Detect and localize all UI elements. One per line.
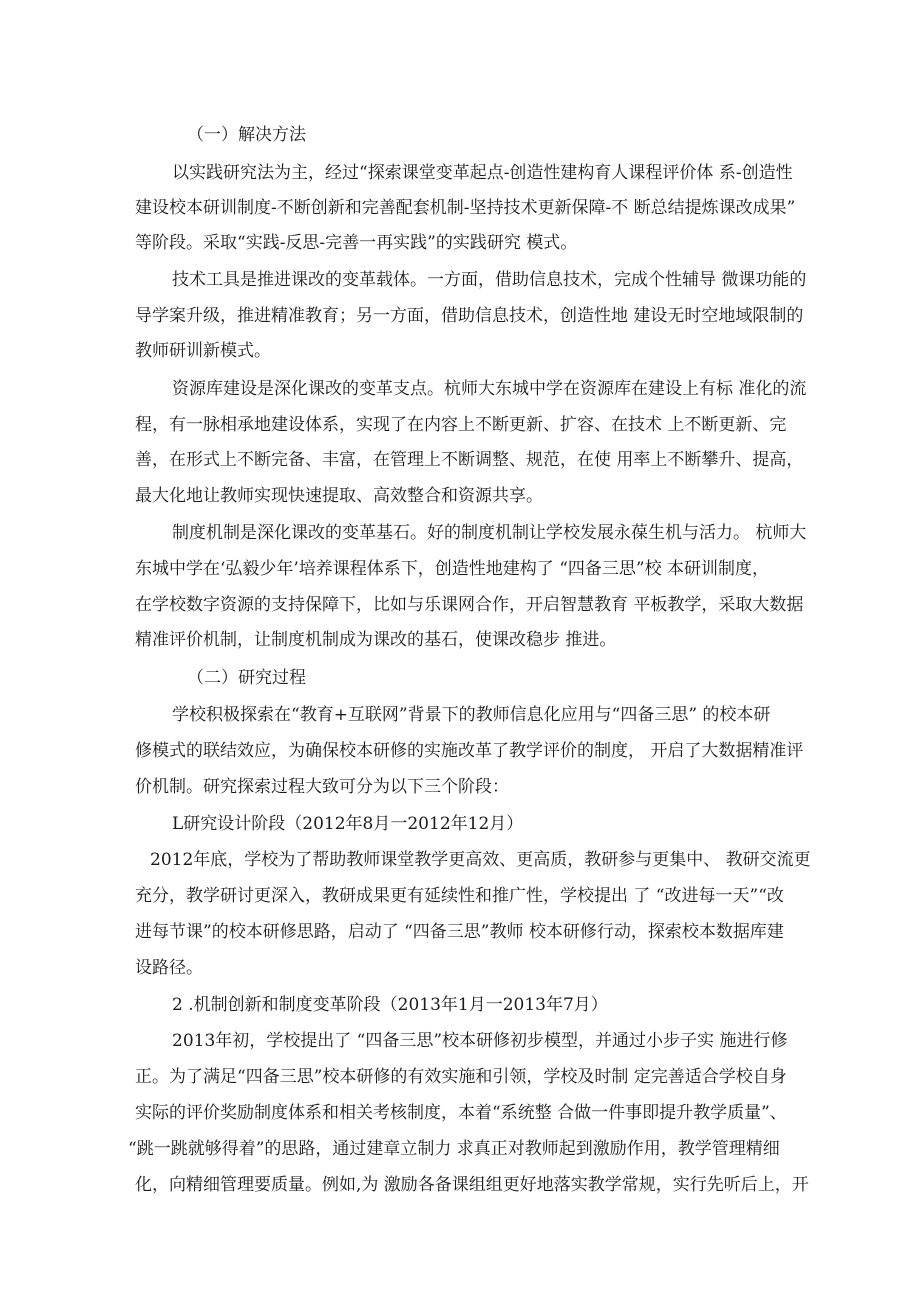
paragraph-line: 最大化地让教师实现快速提取、高效整合和资源共享。	[135, 486, 543, 506]
stage-heading-2: 2 .机制创新和制度变革阶段（2013年1月一2013年7月）	[172, 995, 608, 1015]
paragraph-line: 精准评价机制，让制度机制成为课改的基石，使课改稳步 推进。	[135, 630, 617, 650]
paragraph-line: 教师研训新模式。	[135, 341, 271, 361]
paragraph-line: 资源库建设是深化课改的变革支点。杭师大东城中学在资源库在建设上有标 准化的流	[172, 379, 807, 399]
paragraph-line: 等阶段。采取“实践-反思-完善一再实践”的实践研究 模式。	[135, 233, 578, 253]
paragraph-line: 正。为了满足“四备三思”校本研修的有效实施和引领，学校及时制 定完善适合学校自身	[135, 1067, 787, 1087]
paragraph-line: 程，有一脉相承地建设体系，实现了在内容上不断更新、扩容、在技术 上不断更新、完	[135, 415, 787, 435]
paragraph-line: 2012年底，学校为了帮助教师课堂教学更高效、更高质，教研参与更集中、 教研交流更	[150, 850, 811, 870]
paragraph-line: 学校积极探索在“教育+互联网”背景下的教师信息化应用与“四备三思” 的校本研	[172, 705, 771, 725]
paragraph-line: 技术工具是推进课改的变革载体。一方面，借助信息技术，完成个性辅导 微课功能的	[172, 270, 807, 290]
paragraph-line: 制度机制是深化课改的变革基石。好的制度机制让学校发展永葆生机与活力。 杭师大	[172, 523, 807, 543]
paragraph-line: 以实践研究法为主，经过“探索课堂变革起点-创造性建构育人课程评价体 系-创造性	[172, 163, 793, 183]
paragraph-line: 善，在形式上不断完备、丰富，在管理上不断调整、规范，在使 用率上不断攀升、提高，	[135, 450, 804, 470]
paragraph-line: 化，向精细管理要质量。例如,为 激励各备课组组更好地落实教学常规，实行先听后上，开	[135, 1175, 809, 1195]
paragraph-line: 2013年初，学校提出了 “四备三思”校本研修初步模型，并通过小步子实 施进行修	[172, 1031, 788, 1051]
paragraph-line: 价机制。研究探索过程大致可分为以下三个阶段：	[135, 777, 509, 797]
paragraph-line: 东城中学在‘弘毅少年’培养课程体系下，创造性地建构了 “四备三思”校 本研训制度，	[135, 559, 769, 579]
paragraph-line: “跳一跳就够得着”的思路，通过建章立制力 求真正对教师起到激励作用，教学管理精细	[128, 1139, 780, 1159]
paragraph-line: 导学案升级，推进精准教育；另一方面，借助信息技术，创造性地 建设无时空地域限制的	[135, 306, 804, 326]
paragraph-line: 在学校数字资源的支持保障下，比如与乐课网合作，开启智慧教育 平板教学，采取大数据	[135, 595, 804, 615]
paragraph-line: 实际的评价奖励制度体系和相关考核制度，本着“系统整 合做一件事即提升教学质量”、	[135, 1103, 787, 1123]
paragraph-line: 建设校本研训制度-不断创新和完善配套机制-坚持技术更新保障-不 断总结提炼课改成果”	[135, 198, 796, 218]
stage-heading-1: L研究设计阶段（2012年8月一2012年12月）	[172, 814, 524, 834]
section-heading-solution: （一）解决方法	[187, 125, 306, 145]
paragraph-line: 进每节课”的校本研修思路，启动了 “四备三思”教师 校本研修行动，探索校本数据库建	[135, 922, 784, 942]
paragraph-line: 修模式的联结效应，为确保校本研修的实施改革了教学评价的制度， 开启了大数据精准评	[135, 741, 804, 761]
paragraph-line: 充分，教学研讨更深入，教研成果更有延续性和推广性，学校提出 了 “改进每一天”“改	[135, 886, 784, 906]
section-heading-process: （二）研究过程	[187, 668, 306, 688]
paragraph-line: 设路径。	[135, 958, 203, 978]
